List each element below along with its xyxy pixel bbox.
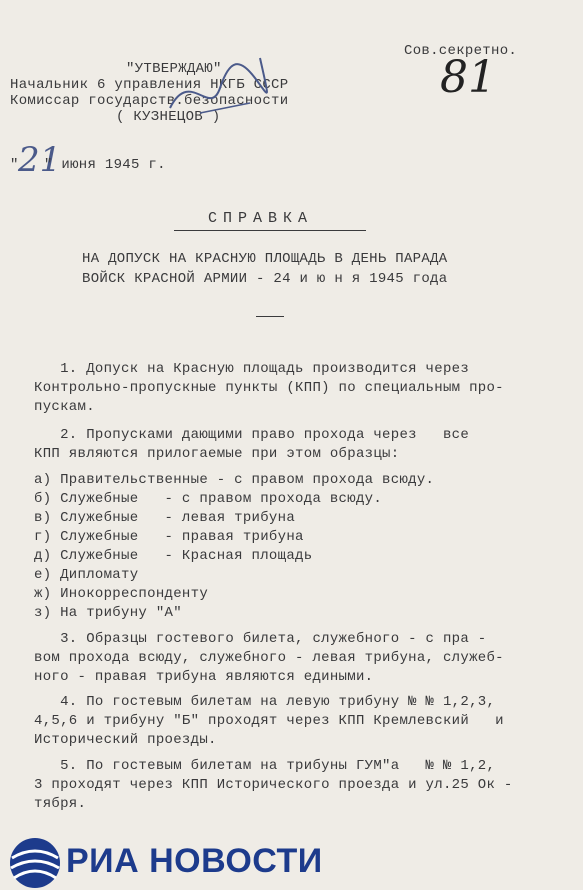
body-line: г) Служебные - правая трибуна — [34, 529, 304, 545]
body-line: д) Служебные - Красная площадь — [34, 548, 313, 564]
body-line: 3 проходят через КПП Исторического проезда и ул.25 Ок - — [34, 777, 513, 793]
body-line: а) Правительственные - с правом прохода всюду. — [34, 472, 435, 488]
body-line: ного - правая трибуна являются едиными. — [34, 669, 374, 685]
body-line: 4. По гостевым билетам на левую трибуну № № 1,2,3, — [34, 694, 496, 710]
body-line: 1. Допуск на Красную площадь производится через — [34, 361, 470, 377]
body-line: в) Служебные - левая трибуна — [34, 510, 296, 526]
ria-globe-icon — [8, 836, 62, 890]
title-line2: ВОЙСК КРАСНОЙ АРМИИ - 24 и ю н я 1945 года — [82, 271, 448, 287]
handwritten-day: 21 — [18, 140, 62, 180]
body-line: Исторический проезды. — [34, 732, 217, 748]
body-line: 4,5,6 и трибуну "Б" проходят через КПП Кремлевский и — [34, 713, 504, 729]
body-line: з) На трибуну "А" — [34, 605, 182, 621]
approver-name: ( КУЗНЕЦОВ ) — [116, 109, 221, 125]
handwritten-document-number: 81 — [440, 52, 496, 103]
date-open-quote: " — [10, 157, 19, 173]
date-line: " июня 1945 г. — [44, 157, 166, 173]
approver-position-line1: Начальник 6 управления НКГБ СССР — [10, 77, 289, 93]
approver-position-line2: Комиссар государств.безопасности — [10, 93, 289, 109]
body-line: вом прохода всюду, служебного - левая трибуна, служеб- — [34, 650, 504, 666]
body-line: е) Дипломату — [34, 567, 139, 583]
body-line: пускам. — [34, 399, 95, 415]
body-line: тября. — [34, 796, 87, 812]
body-line: 5. По гостевым билетам на трибуны ГУМ"а № № 1,2, — [34, 758, 496, 774]
title-separator — [256, 316, 284, 317]
title-line1: НА ДОПУСК НА КРАСНУЮ ПЛОЩАДЬ В ДЕНЬ ПАРАДА — [82, 251, 448, 267]
document-heading: СПРАВКА — [208, 210, 314, 227]
body-line: ж) Инокорреспонденту — [34, 586, 209, 602]
body-line: 3. Образцы гостевого билета, служебного - с пра - — [34, 631, 487, 647]
ria-novosti-logo: РИА НОВОСТИ — [66, 842, 323, 880]
heading-underline — [174, 230, 366, 231]
signature-scribble — [160, 48, 280, 128]
body-line: КПП являются прилогаемые при этом образцы: — [34, 446, 400, 462]
classification-mark: Сов.секретно. — [404, 43, 518, 59]
body-line: Контрольно-пропускные пункты (КПП) по специальным про- — [34, 380, 504, 396]
body-line: 2. Пропусками дающими право прохода через все — [34, 427, 470, 443]
body-line: б) Служебные - с правом прохода всюду. — [34, 491, 383, 507]
approval-stamp: "УТВЕРЖДАЮ" — [126, 61, 222, 77]
